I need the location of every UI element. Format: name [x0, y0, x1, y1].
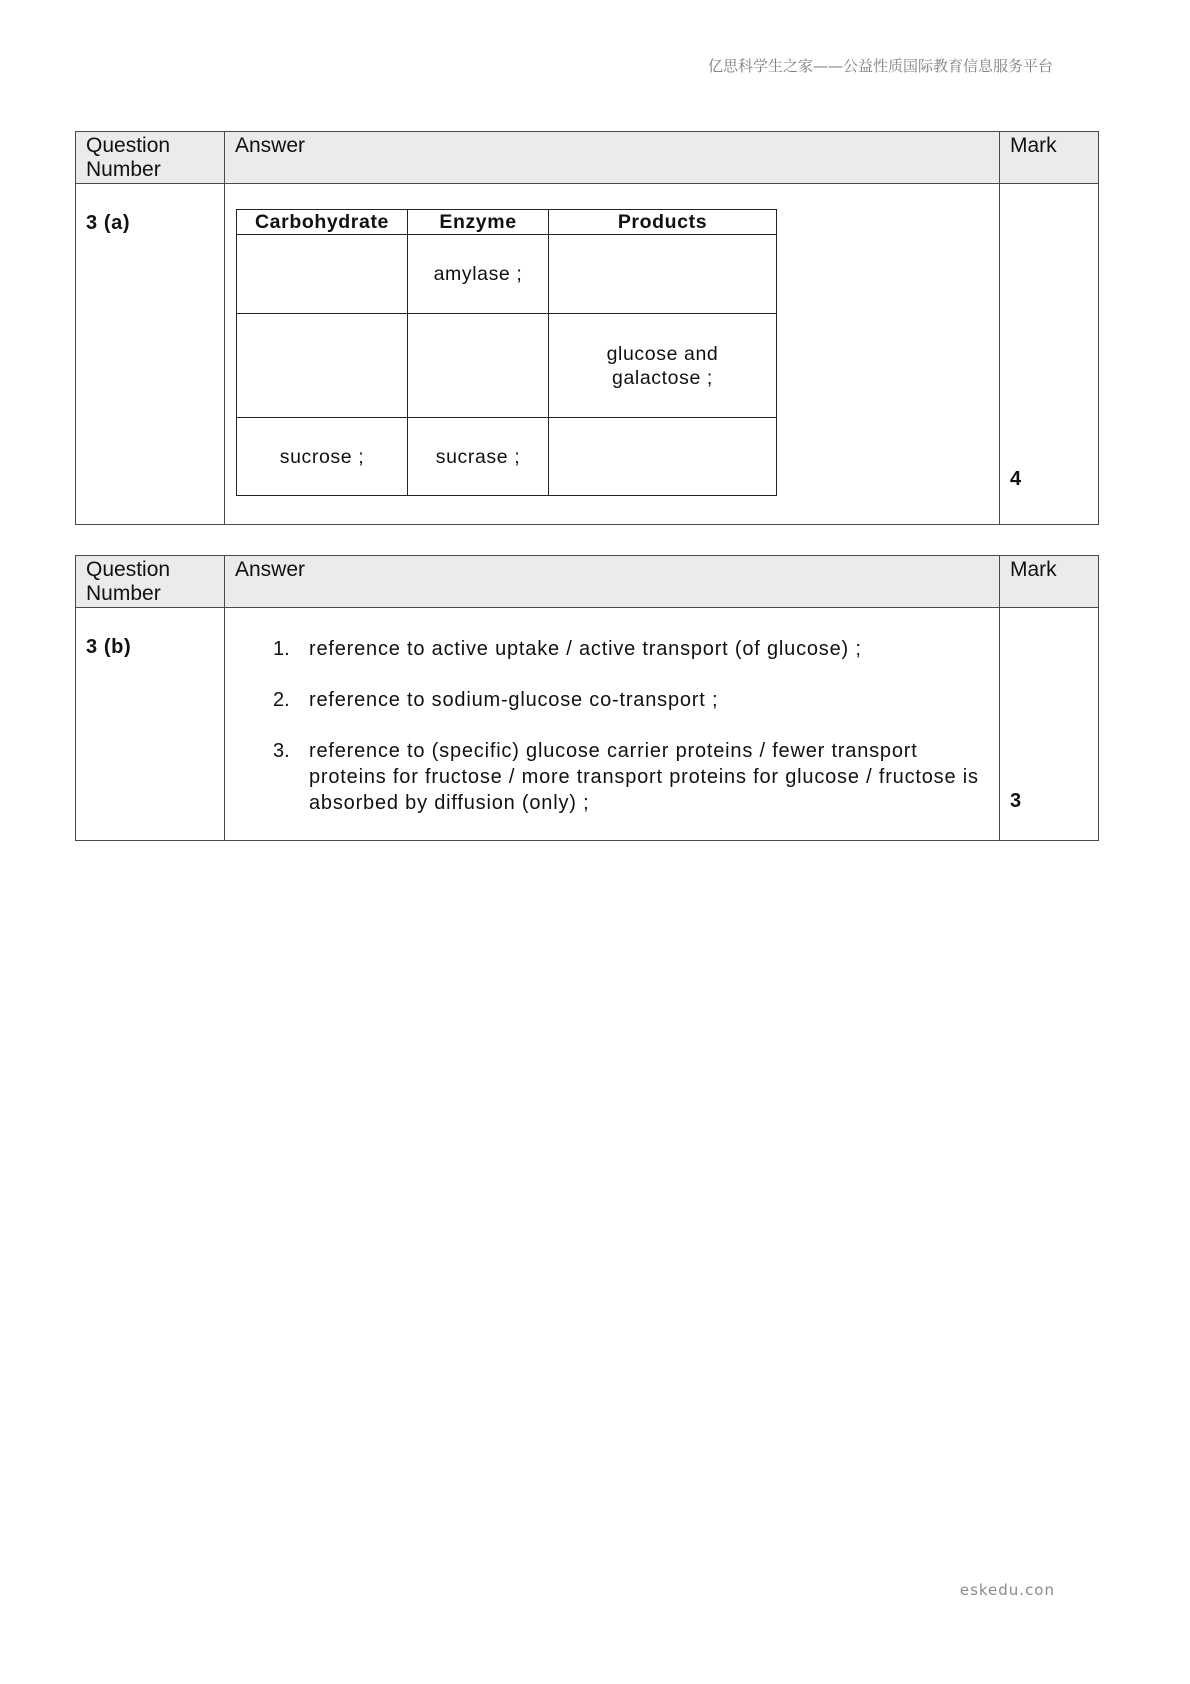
- carbohydrate-column-header: Carbohydrate: [237, 210, 408, 235]
- answer-list: [273, 636, 999, 816]
- products-cell: [549, 418, 777, 496]
- question-number: 3 (a): [76, 184, 225, 524]
- mark-scheme-table-3b: [75, 555, 1099, 841]
- answer-number: 2.: [273, 689, 290, 711]
- question-number-header: [76, 556, 225, 608]
- answer-text: reference to active uptake / active transport (of glucose) ;: [309, 638, 862, 660]
- answer-text: reference to (specific) glucose carrier proteins / fewer transport proteins for fructose / more transport proteins for glucose / fructose is absorbed by diffusion (only) ;: [309, 740, 979, 814]
- mark-value: 4: [1010, 468, 1022, 490]
- answer-text: reference to sodium-glucose co-transport ;: [309, 689, 719, 711]
- carbohydrate-cell: sucrose ;: [237, 418, 408, 496]
- question-header-line-2: Number: [86, 158, 161, 181]
- mark-header: Mark: [1000, 556, 1098, 608]
- table-row: [237, 314, 777, 418]
- answer-cell: [225, 608, 1000, 841]
- question-header-line-1: Question: [86, 134, 171, 157]
- list-item: [273, 636, 999, 662]
- question-number: 3 (b): [76, 608, 225, 841]
- mark-header: Mark: [1000, 132, 1098, 184]
- products-text: glucose and galactose ;: [606, 342, 719, 389]
- products-cell: [549, 314, 777, 418]
- mark-cell: [1000, 608, 1098, 841]
- products-column-header: Products: [549, 210, 777, 235]
- carbohydrate-cell: [237, 314, 408, 418]
- question-header-line-1: Question: [86, 558, 171, 581]
- answer-number: 1.: [273, 638, 290, 660]
- answer-cell: [225, 184, 1000, 524]
- carbohydrate-cell: [237, 235, 408, 314]
- products-cell: [549, 235, 777, 314]
- answer-header: Answer: [225, 132, 1000, 184]
- list-item: [273, 738, 999, 816]
- question-header-line-2: Number: [86, 582, 161, 605]
- enzyme-cell: sucrase ;: [408, 418, 549, 496]
- enzyme-cell: [408, 314, 549, 418]
- enzyme-table-header-row: [237, 210, 777, 235]
- answer-number: 3.: [273, 740, 290, 762]
- answer-header: Answer: [225, 556, 1000, 608]
- list-item: [273, 687, 999, 713]
- enzyme-cell: amylase ;: [408, 235, 549, 314]
- table-row: [237, 235, 777, 314]
- enzyme-column-header: Enzyme: [408, 210, 549, 235]
- mark-scheme-table-3a: [75, 131, 1099, 525]
- site-header-text: 亿思科学生之家——公益性质国际教育信息服务平台: [707, 57, 1053, 75]
- site-footer-text: eskedu.con: [959, 1581, 1055, 1599]
- mark-value: 3: [1010, 790, 1022, 812]
- question-number-header: [76, 132, 225, 184]
- enzyme-table: [236, 209, 777, 496]
- mark-cell: [1000, 184, 1098, 524]
- table-row: [237, 418, 777, 496]
